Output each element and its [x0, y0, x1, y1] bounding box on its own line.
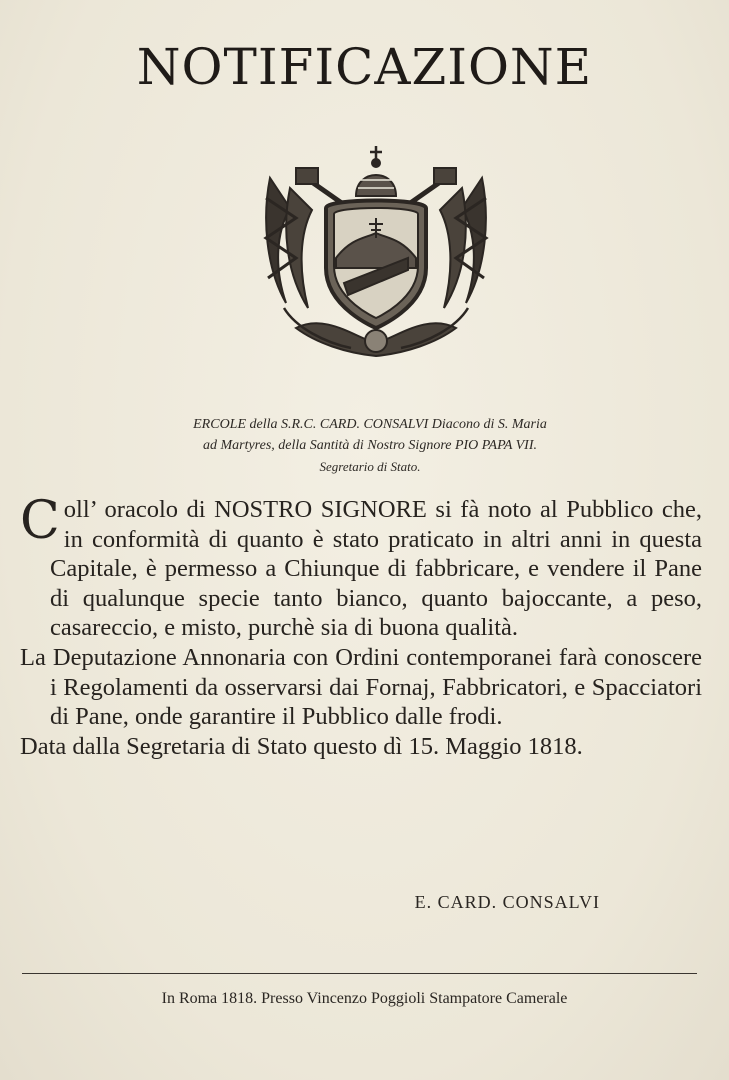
heading-line-2: ad Martyres, della Santità di Nostro Signore PIO PAPA VII.	[202, 438, 538, 453]
paragraph-1-text: oll’ oracolo di NOSTRO SIGNORE si fà noto al Pubblico che, in conformità di quanto è stato praticato in altri anni in questa Capitale, è permesso a Chiunque di fabbricare, e vendere il Pane di qualunque specie tanto bianco, quanto bajoccante, a peso, casareccio, e misto, purchè sia di buona qualità.	[50, 496, 702, 642]
issuer-heading	[90, 414, 650, 477]
paragraph-2: La Deputazione Annonaria con Ordini contemporanei farà conoscere i Regolamenti da osservarsi dai Fornaj, Fabbricatori, e Spacciatori di Pane, onde garantire il Pubblico dalle frodi.	[20, 643, 702, 731]
divider-rule	[22, 973, 697, 974]
printer-imprint: In Roma 1818. Presso Vincenzo Poggioli Stampatore Camerale	[161, 990, 568, 1007]
signature: E. CARD. CONSALVI	[414, 892, 600, 912]
heading-line-1: ERCOLE della S.R.C. CARD. CONSALVI Diacono di S. Maria	[193, 417, 547, 432]
notice-body	[20, 491, 702, 761]
heading-line-3: Segretario di Stato.	[319, 459, 421, 474]
paragraph-1	[20, 491, 702, 643]
drop-cap-initial: C	[20, 491, 60, 551]
paragraph-3: Data dalla Segretaria di Stato questo dì 15. Maggio 1818.	[20, 732, 583, 760]
papal-coat-of-arms-icon	[256, 138, 496, 363]
notice-title: NOTIFICAZIONE	[136, 38, 593, 96]
